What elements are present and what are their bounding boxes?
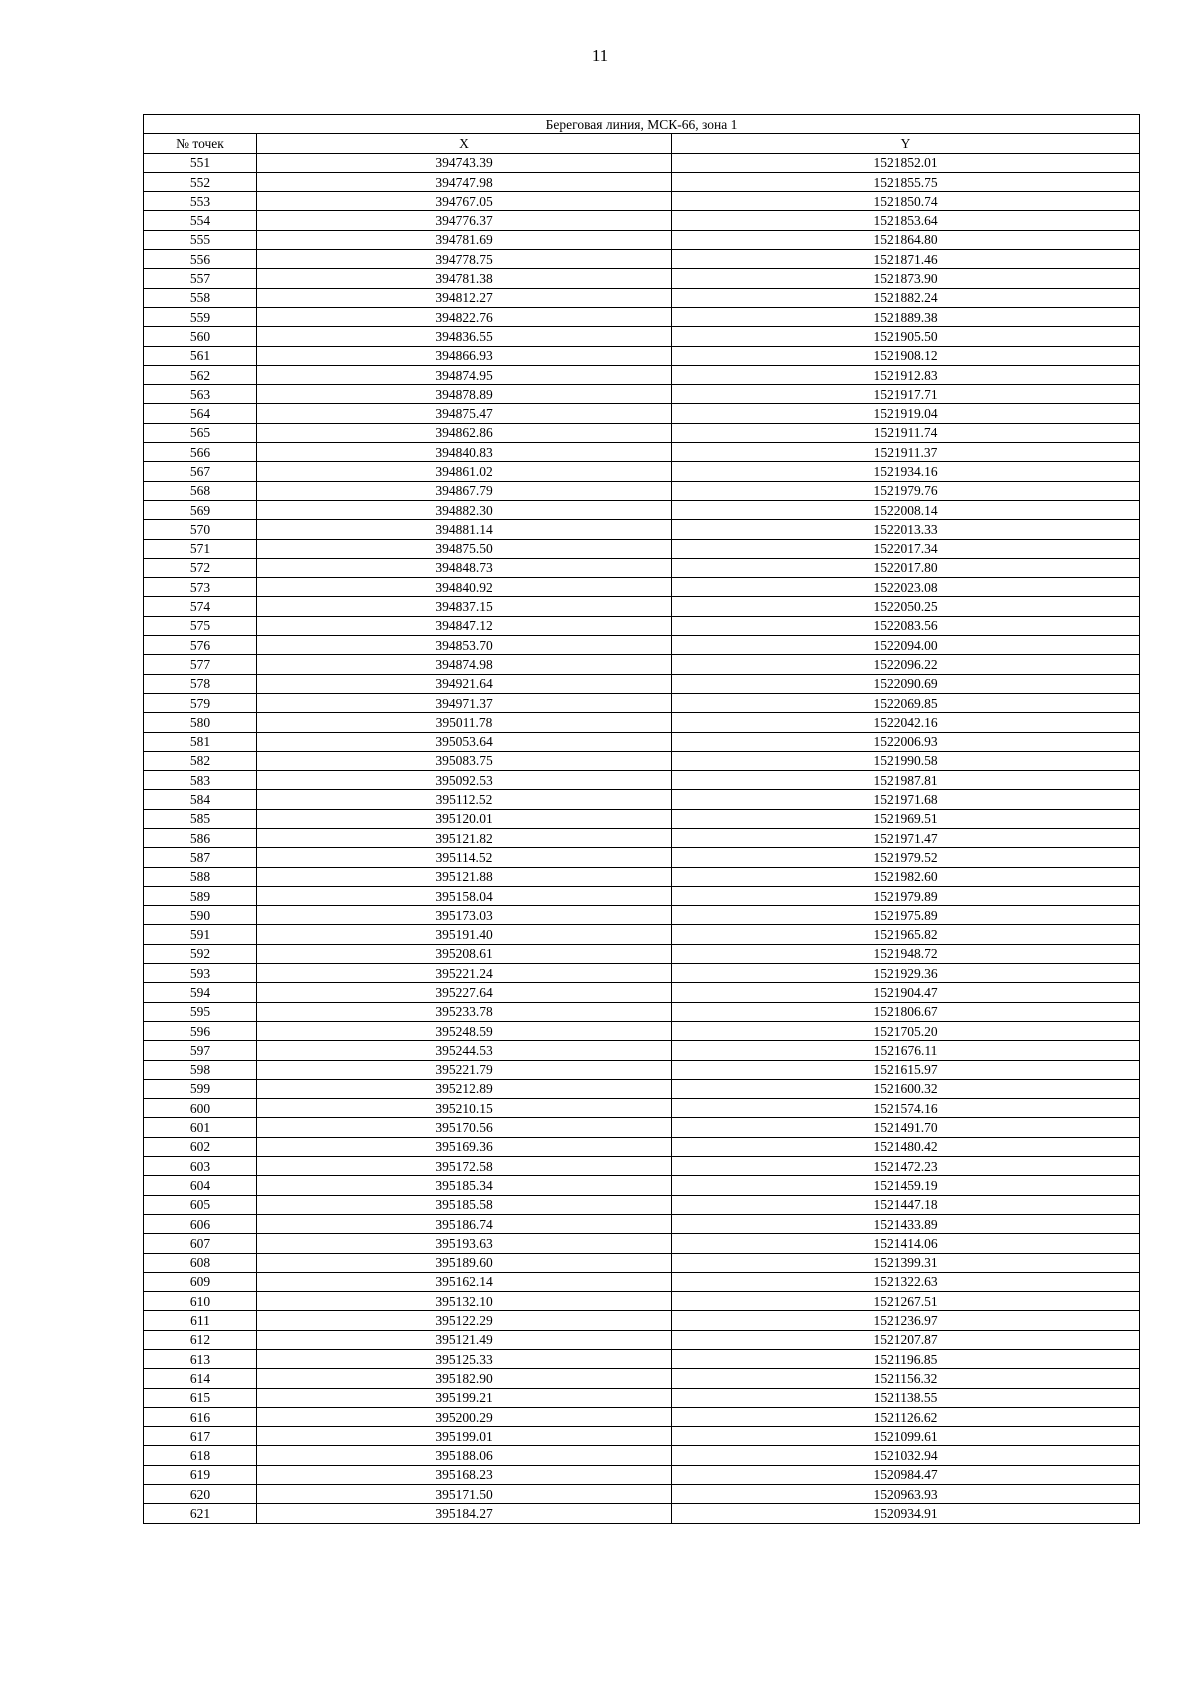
point-number-cell: 591 bbox=[144, 925, 257, 944]
table-title: Береговая линия, МСК-66, зона 1 bbox=[144, 115, 1140, 134]
point-number-cell: 561 bbox=[144, 346, 257, 365]
x-coordinate-cell: 395169.36 bbox=[257, 1137, 672, 1156]
y-coordinate-cell: 1521987.81 bbox=[672, 771, 1140, 790]
point-number-cell: 569 bbox=[144, 500, 257, 519]
x-coordinate-cell: 395162.14 bbox=[257, 1272, 672, 1291]
x-coordinate-cell: 394881.14 bbox=[257, 520, 672, 539]
table-row bbox=[144, 964, 1140, 983]
x-coordinate-cell: 394862.86 bbox=[257, 423, 672, 442]
point-number-cell: 585 bbox=[144, 809, 257, 828]
table-row bbox=[144, 153, 1140, 172]
x-coordinate-cell: 395186.74 bbox=[257, 1214, 672, 1233]
y-coordinate-cell: 1521574.16 bbox=[672, 1099, 1140, 1118]
table-row bbox=[144, 423, 1140, 442]
table-row bbox=[144, 346, 1140, 365]
x-coordinate-cell: 395248.59 bbox=[257, 1021, 672, 1040]
y-coordinate-cell: 1521433.89 bbox=[672, 1214, 1140, 1233]
point-number-cell: 604 bbox=[144, 1176, 257, 1195]
table-row bbox=[144, 385, 1140, 404]
table-row bbox=[144, 867, 1140, 886]
y-coordinate-cell: 1521911.74 bbox=[672, 423, 1140, 442]
x-coordinate-cell: 395200.29 bbox=[257, 1407, 672, 1426]
y-coordinate-cell: 1521912.83 bbox=[672, 365, 1140, 384]
x-coordinate-cell: 395114.52 bbox=[257, 848, 672, 867]
table-row bbox=[144, 1214, 1140, 1233]
x-coordinate-cell: 395221.24 bbox=[257, 964, 672, 983]
point-number-cell: 560 bbox=[144, 327, 257, 346]
table-row bbox=[144, 1427, 1140, 1446]
x-coordinate-cell: 394848.73 bbox=[257, 558, 672, 577]
table-row bbox=[144, 751, 1140, 770]
table-row bbox=[144, 578, 1140, 597]
y-coordinate-cell: 1521491.70 bbox=[672, 1118, 1140, 1137]
table-row bbox=[144, 1137, 1140, 1156]
point-number-cell: 575 bbox=[144, 616, 257, 635]
table-row bbox=[144, 1253, 1140, 1272]
x-coordinate-cell: 394847.12 bbox=[257, 616, 672, 635]
point-number-cell: 565 bbox=[144, 423, 257, 442]
point-number-cell: 618 bbox=[144, 1446, 257, 1465]
table-row bbox=[144, 500, 1140, 519]
table-row bbox=[144, 944, 1140, 963]
point-number-cell: 564 bbox=[144, 404, 257, 423]
y-coordinate-cell: 1521447.18 bbox=[672, 1195, 1140, 1214]
point-number-cell: 599 bbox=[144, 1079, 257, 1098]
y-coordinate-cell: 1521705.20 bbox=[672, 1021, 1140, 1040]
y-coordinate-cell: 1521908.12 bbox=[672, 346, 1140, 365]
y-coordinate-cell: 1521852.01 bbox=[672, 153, 1140, 172]
x-coordinate-cell: 394874.95 bbox=[257, 365, 672, 384]
y-coordinate-cell: 1521855.75 bbox=[672, 172, 1140, 191]
y-coordinate-cell: 1520963.93 bbox=[672, 1485, 1140, 1504]
point-number-cell: 619 bbox=[144, 1465, 257, 1484]
table-row bbox=[144, 1311, 1140, 1330]
table-row bbox=[144, 211, 1140, 230]
y-coordinate-cell: 1522006.93 bbox=[672, 732, 1140, 751]
table-row bbox=[144, 616, 1140, 635]
y-coordinate-cell: 1521990.58 bbox=[672, 751, 1140, 770]
point-number-cell: 562 bbox=[144, 365, 257, 384]
point-number-cell: 593 bbox=[144, 964, 257, 983]
y-coordinate-cell: 1520984.47 bbox=[672, 1465, 1140, 1484]
y-coordinate-cell: 1521911.37 bbox=[672, 443, 1140, 462]
y-coordinate-cell: 1521207.87 bbox=[672, 1330, 1140, 1349]
x-coordinate-cell: 394840.92 bbox=[257, 578, 672, 597]
x-coordinate-cell: 395083.75 bbox=[257, 751, 672, 770]
x-coordinate-cell: 394875.50 bbox=[257, 539, 672, 558]
x-coordinate-cell: 395182.90 bbox=[257, 1369, 672, 1388]
point-number-cell: 601 bbox=[144, 1118, 257, 1137]
table-row bbox=[144, 1176, 1140, 1195]
y-coordinate-cell: 1521919.04 bbox=[672, 404, 1140, 423]
point-number-cell: 586 bbox=[144, 828, 257, 847]
table-row bbox=[144, 1369, 1140, 1388]
point-number-cell: 608 bbox=[144, 1253, 257, 1272]
x-coordinate-cell: 395121.88 bbox=[257, 867, 672, 886]
x-coordinate-cell: 395208.61 bbox=[257, 944, 672, 963]
table-row bbox=[144, 192, 1140, 211]
point-number-cell: 610 bbox=[144, 1292, 257, 1311]
point-number-cell: 609 bbox=[144, 1272, 257, 1291]
table-row bbox=[144, 288, 1140, 307]
table-row bbox=[144, 539, 1140, 558]
y-coordinate-cell: 1521850.74 bbox=[672, 192, 1140, 211]
y-coordinate-cell: 1521615.97 bbox=[672, 1060, 1140, 1079]
x-coordinate-cell: 394875.47 bbox=[257, 404, 672, 423]
y-coordinate-cell: 1521032.94 bbox=[672, 1446, 1140, 1465]
table-row bbox=[144, 481, 1140, 500]
table-row bbox=[144, 790, 1140, 809]
table-row bbox=[144, 674, 1140, 693]
point-number-cell: 580 bbox=[144, 713, 257, 732]
y-coordinate-cell: 1521600.32 bbox=[672, 1079, 1140, 1098]
point-number-cell: 553 bbox=[144, 192, 257, 211]
y-coordinate-cell: 1521971.47 bbox=[672, 828, 1140, 847]
y-coordinate-cell: 1521882.24 bbox=[672, 288, 1140, 307]
y-coordinate-cell: 1522096.22 bbox=[672, 655, 1140, 674]
x-coordinate-cell: 395210.15 bbox=[257, 1099, 672, 1118]
x-coordinate-cell: 395011.78 bbox=[257, 713, 672, 732]
point-number-cell: 572 bbox=[144, 558, 257, 577]
x-coordinate-cell: 395193.63 bbox=[257, 1234, 672, 1253]
x-coordinate-cell: 395122.29 bbox=[257, 1311, 672, 1330]
x-coordinate-cell: 395199.21 bbox=[257, 1388, 672, 1407]
y-coordinate-cell: 1521979.89 bbox=[672, 886, 1140, 905]
point-number-cell: 559 bbox=[144, 307, 257, 326]
point-number-cell: 584 bbox=[144, 790, 257, 809]
y-coordinate-cell: 1522042.16 bbox=[672, 713, 1140, 732]
point-number-cell: 576 bbox=[144, 636, 257, 655]
x-coordinate-cell: 395191.40 bbox=[257, 925, 672, 944]
y-coordinate-cell: 1522017.34 bbox=[672, 539, 1140, 558]
table-row bbox=[144, 636, 1140, 655]
y-coordinate-cell: 1521979.76 bbox=[672, 481, 1140, 500]
y-coordinate-cell: 1521267.51 bbox=[672, 1292, 1140, 1311]
table-row bbox=[144, 1446, 1140, 1465]
x-coordinate-cell: 395158.04 bbox=[257, 886, 672, 905]
table-row bbox=[144, 1465, 1140, 1484]
table-row bbox=[144, 1292, 1140, 1311]
x-coordinate-cell: 395199.01 bbox=[257, 1427, 672, 1446]
table-row bbox=[144, 1485, 1140, 1504]
table-row bbox=[144, 655, 1140, 674]
x-coordinate-cell: 395188.06 bbox=[257, 1446, 672, 1465]
y-coordinate-cell: 1521971.68 bbox=[672, 790, 1140, 809]
column-header-point-number: № точек bbox=[144, 134, 257, 153]
x-coordinate-cell: 395121.49 bbox=[257, 1330, 672, 1349]
table-row bbox=[144, 1504, 1140, 1523]
point-number-cell: 592 bbox=[144, 944, 257, 963]
table-row bbox=[144, 558, 1140, 577]
y-coordinate-cell: 1521399.31 bbox=[672, 1253, 1140, 1272]
table-row bbox=[144, 1330, 1140, 1349]
y-coordinate-cell: 1521196.85 bbox=[672, 1350, 1140, 1369]
x-coordinate-cell: 394840.83 bbox=[257, 443, 672, 462]
table-row bbox=[144, 828, 1140, 847]
table-row bbox=[144, 1002, 1140, 1021]
point-number-cell: 590 bbox=[144, 906, 257, 925]
table-row bbox=[144, 404, 1140, 423]
point-number-cell: 596 bbox=[144, 1021, 257, 1040]
table-row bbox=[144, 848, 1140, 867]
point-number-cell: 555 bbox=[144, 230, 257, 249]
x-coordinate-cell: 394921.64 bbox=[257, 674, 672, 693]
y-coordinate-cell: 1521871.46 bbox=[672, 250, 1140, 269]
page-number: 11 bbox=[591, 46, 609, 65]
x-coordinate-cell: 395125.33 bbox=[257, 1350, 672, 1369]
table-row bbox=[144, 886, 1140, 905]
y-coordinate-cell: 1522008.14 bbox=[672, 500, 1140, 519]
x-coordinate-cell: 394882.30 bbox=[257, 500, 672, 519]
table-row bbox=[144, 1021, 1140, 1040]
y-coordinate-cell: 1522083.56 bbox=[672, 616, 1140, 635]
x-coordinate-cell: 394971.37 bbox=[257, 693, 672, 712]
x-coordinate-cell: 395244.53 bbox=[257, 1041, 672, 1060]
x-coordinate-cell: 394812.27 bbox=[257, 288, 672, 307]
table-body bbox=[144, 153, 1140, 1523]
point-number-cell: 616 bbox=[144, 1407, 257, 1426]
y-coordinate-cell: 1521156.32 bbox=[672, 1369, 1140, 1388]
table-row bbox=[144, 732, 1140, 751]
x-coordinate-cell: 394781.38 bbox=[257, 269, 672, 288]
y-coordinate-cell: 1521979.52 bbox=[672, 848, 1140, 867]
point-number-cell: 566 bbox=[144, 443, 257, 462]
y-coordinate-cell: 1521322.63 bbox=[672, 1272, 1140, 1291]
table-row bbox=[144, 1060, 1140, 1079]
table-row bbox=[144, 443, 1140, 462]
x-coordinate-cell: 395184.27 bbox=[257, 1504, 672, 1523]
point-number-cell: 568 bbox=[144, 481, 257, 500]
table-row bbox=[144, 597, 1140, 616]
y-coordinate-cell: 1521982.60 bbox=[672, 867, 1140, 886]
table-row bbox=[144, 1350, 1140, 1369]
point-number-cell: 587 bbox=[144, 848, 257, 867]
y-coordinate-cell: 1521236.97 bbox=[672, 1311, 1140, 1330]
table-row bbox=[144, 1234, 1140, 1253]
y-coordinate-cell: 1521099.61 bbox=[672, 1427, 1140, 1446]
point-number-cell: 605 bbox=[144, 1195, 257, 1214]
y-coordinate-cell: 1521138.55 bbox=[672, 1388, 1140, 1407]
point-number-cell: 581 bbox=[144, 732, 257, 751]
point-number-cell: 571 bbox=[144, 539, 257, 558]
point-number-cell: 570 bbox=[144, 520, 257, 539]
table-row bbox=[144, 1099, 1140, 1118]
y-coordinate-cell: 1521905.50 bbox=[672, 327, 1140, 346]
table-row bbox=[144, 269, 1140, 288]
table-row bbox=[144, 713, 1140, 732]
point-number-cell: 620 bbox=[144, 1485, 257, 1504]
table-row bbox=[144, 809, 1140, 828]
point-number-cell: 597 bbox=[144, 1041, 257, 1060]
table-row bbox=[144, 925, 1140, 944]
table-row bbox=[144, 693, 1140, 712]
x-coordinate-cell: 394822.76 bbox=[257, 307, 672, 326]
y-coordinate-cell: 1521917.71 bbox=[672, 385, 1140, 404]
x-coordinate-cell: 394867.79 bbox=[257, 481, 672, 500]
x-coordinate-cell: 395112.52 bbox=[257, 790, 672, 809]
x-coordinate-cell: 395092.53 bbox=[257, 771, 672, 790]
table-row bbox=[144, 250, 1140, 269]
point-number-cell: 583 bbox=[144, 771, 257, 790]
point-number-cell: 611 bbox=[144, 1311, 257, 1330]
x-coordinate-cell: 394776.37 bbox=[257, 211, 672, 230]
y-coordinate-cell: 1521889.38 bbox=[672, 307, 1140, 326]
x-coordinate-cell: 394778.75 bbox=[257, 250, 672, 269]
point-number-cell: 558 bbox=[144, 288, 257, 307]
y-coordinate-cell: 1521676.11 bbox=[672, 1041, 1140, 1060]
table-row bbox=[144, 1041, 1140, 1060]
point-number-cell: 563 bbox=[144, 385, 257, 404]
x-coordinate-cell: 394878.89 bbox=[257, 385, 672, 404]
y-coordinate-cell: 1521459.19 bbox=[672, 1176, 1140, 1195]
x-coordinate-cell: 395221.79 bbox=[257, 1060, 672, 1079]
point-number-cell: 552 bbox=[144, 172, 257, 191]
x-coordinate-cell: 394743.39 bbox=[257, 153, 672, 172]
point-number-cell: 551 bbox=[144, 153, 257, 172]
point-number-cell: 577 bbox=[144, 655, 257, 674]
point-number-cell: 617 bbox=[144, 1427, 257, 1446]
point-number-cell: 567 bbox=[144, 462, 257, 481]
table-row bbox=[144, 1079, 1140, 1098]
point-number-cell: 614 bbox=[144, 1369, 257, 1388]
y-coordinate-cell: 1521904.47 bbox=[672, 983, 1140, 1002]
x-coordinate-cell: 395173.03 bbox=[257, 906, 672, 925]
y-coordinate-cell: 1521414.06 bbox=[672, 1234, 1140, 1253]
point-number-cell: 573 bbox=[144, 578, 257, 597]
x-coordinate-cell: 394747.98 bbox=[257, 172, 672, 191]
table-row bbox=[144, 327, 1140, 346]
table-row bbox=[144, 1272, 1140, 1291]
column-header-y: Y bbox=[672, 134, 1140, 153]
point-number-cell: 598 bbox=[144, 1060, 257, 1079]
x-coordinate-cell: 394853.70 bbox=[257, 636, 672, 655]
y-coordinate-cell: 1521975.89 bbox=[672, 906, 1140, 925]
x-coordinate-cell: 395120.01 bbox=[257, 809, 672, 828]
point-number-cell: 602 bbox=[144, 1137, 257, 1156]
x-coordinate-cell: 395053.64 bbox=[257, 732, 672, 751]
y-coordinate-cell: 1521934.16 bbox=[672, 462, 1140, 481]
table-row bbox=[144, 771, 1140, 790]
point-number-cell: 612 bbox=[144, 1330, 257, 1349]
table-row bbox=[144, 365, 1140, 384]
table-row bbox=[144, 462, 1140, 481]
y-coordinate-cell: 1521480.42 bbox=[672, 1137, 1140, 1156]
table-row bbox=[144, 1118, 1140, 1137]
coordinates-table bbox=[143, 114, 1140, 1524]
y-coordinate-cell: 1522017.80 bbox=[672, 558, 1140, 577]
x-coordinate-cell: 394781.69 bbox=[257, 230, 672, 249]
y-coordinate-cell: 1522069.85 bbox=[672, 693, 1140, 712]
point-number-cell: 595 bbox=[144, 1002, 257, 1021]
point-number-cell: 621 bbox=[144, 1504, 257, 1523]
table-row bbox=[144, 983, 1140, 1002]
column-header-x: X bbox=[257, 134, 672, 153]
point-number-cell: 603 bbox=[144, 1157, 257, 1176]
x-coordinate-cell: 395233.78 bbox=[257, 1002, 672, 1021]
y-coordinate-cell: 1521873.90 bbox=[672, 269, 1140, 288]
point-number-cell: 607 bbox=[144, 1234, 257, 1253]
y-coordinate-cell: 1522023.08 bbox=[672, 578, 1140, 597]
x-coordinate-cell: 394866.93 bbox=[257, 346, 672, 365]
table-row bbox=[144, 1157, 1140, 1176]
y-coordinate-cell: 1522094.00 bbox=[672, 636, 1140, 655]
point-number-cell: 554 bbox=[144, 211, 257, 230]
x-coordinate-cell: 395172.58 bbox=[257, 1157, 672, 1176]
point-number-cell: 578 bbox=[144, 674, 257, 693]
point-number-cell: 589 bbox=[144, 886, 257, 905]
table-title-row bbox=[144, 115, 1140, 134]
x-coordinate-cell: 394874.98 bbox=[257, 655, 672, 674]
y-coordinate-cell: 1522013.33 bbox=[672, 520, 1140, 539]
x-coordinate-cell: 394767.05 bbox=[257, 192, 672, 211]
point-number-cell: 557 bbox=[144, 269, 257, 288]
y-coordinate-cell: 1521806.67 bbox=[672, 1002, 1140, 1021]
table-header-row bbox=[144, 134, 1140, 153]
x-coordinate-cell: 395189.60 bbox=[257, 1253, 672, 1272]
x-coordinate-cell: 394861.02 bbox=[257, 462, 672, 481]
point-number-cell: 588 bbox=[144, 867, 257, 886]
point-number-cell: 574 bbox=[144, 597, 257, 616]
x-coordinate-cell: 395168.23 bbox=[257, 1465, 672, 1484]
point-number-cell: 606 bbox=[144, 1214, 257, 1233]
table-row bbox=[144, 307, 1140, 326]
y-coordinate-cell: 1521864.80 bbox=[672, 230, 1140, 249]
point-number-cell: 613 bbox=[144, 1350, 257, 1369]
x-coordinate-cell: 395212.89 bbox=[257, 1079, 672, 1098]
y-coordinate-cell: 1520934.91 bbox=[672, 1504, 1140, 1523]
x-coordinate-cell: 395170.56 bbox=[257, 1118, 672, 1137]
point-number-cell: 600 bbox=[144, 1099, 257, 1118]
point-number-cell: 579 bbox=[144, 693, 257, 712]
y-coordinate-cell: 1521948.72 bbox=[672, 944, 1140, 963]
y-coordinate-cell: 1522050.25 bbox=[672, 597, 1140, 616]
table-row bbox=[144, 1195, 1140, 1214]
y-coordinate-cell: 1521929.36 bbox=[672, 964, 1140, 983]
table-row bbox=[144, 172, 1140, 191]
y-coordinate-cell: 1521853.64 bbox=[672, 211, 1140, 230]
y-coordinate-cell: 1522090.69 bbox=[672, 674, 1140, 693]
table-row bbox=[144, 1407, 1140, 1426]
point-number-cell: 556 bbox=[144, 250, 257, 269]
x-coordinate-cell: 395185.34 bbox=[257, 1176, 672, 1195]
x-coordinate-cell: 394836.55 bbox=[257, 327, 672, 346]
y-coordinate-cell: 1521126.62 bbox=[672, 1407, 1140, 1426]
table-row bbox=[144, 230, 1140, 249]
y-coordinate-cell: 1521969.51 bbox=[672, 809, 1140, 828]
y-coordinate-cell: 1521965.82 bbox=[672, 925, 1140, 944]
x-coordinate-cell: 395185.58 bbox=[257, 1195, 672, 1214]
x-coordinate-cell: 395171.50 bbox=[257, 1485, 672, 1504]
table-row bbox=[144, 520, 1140, 539]
point-number-cell: 594 bbox=[144, 983, 257, 1002]
x-coordinate-cell: 394837.15 bbox=[257, 597, 672, 616]
table-row bbox=[144, 1388, 1140, 1407]
point-number-cell: 615 bbox=[144, 1388, 257, 1407]
x-coordinate-cell: 395121.82 bbox=[257, 828, 672, 847]
x-coordinate-cell: 395227.64 bbox=[257, 983, 672, 1002]
y-coordinate-cell: 1521472.23 bbox=[672, 1157, 1140, 1176]
point-number-cell: 582 bbox=[144, 751, 257, 770]
table-row bbox=[144, 906, 1140, 925]
x-coordinate-cell: 395132.10 bbox=[257, 1292, 672, 1311]
